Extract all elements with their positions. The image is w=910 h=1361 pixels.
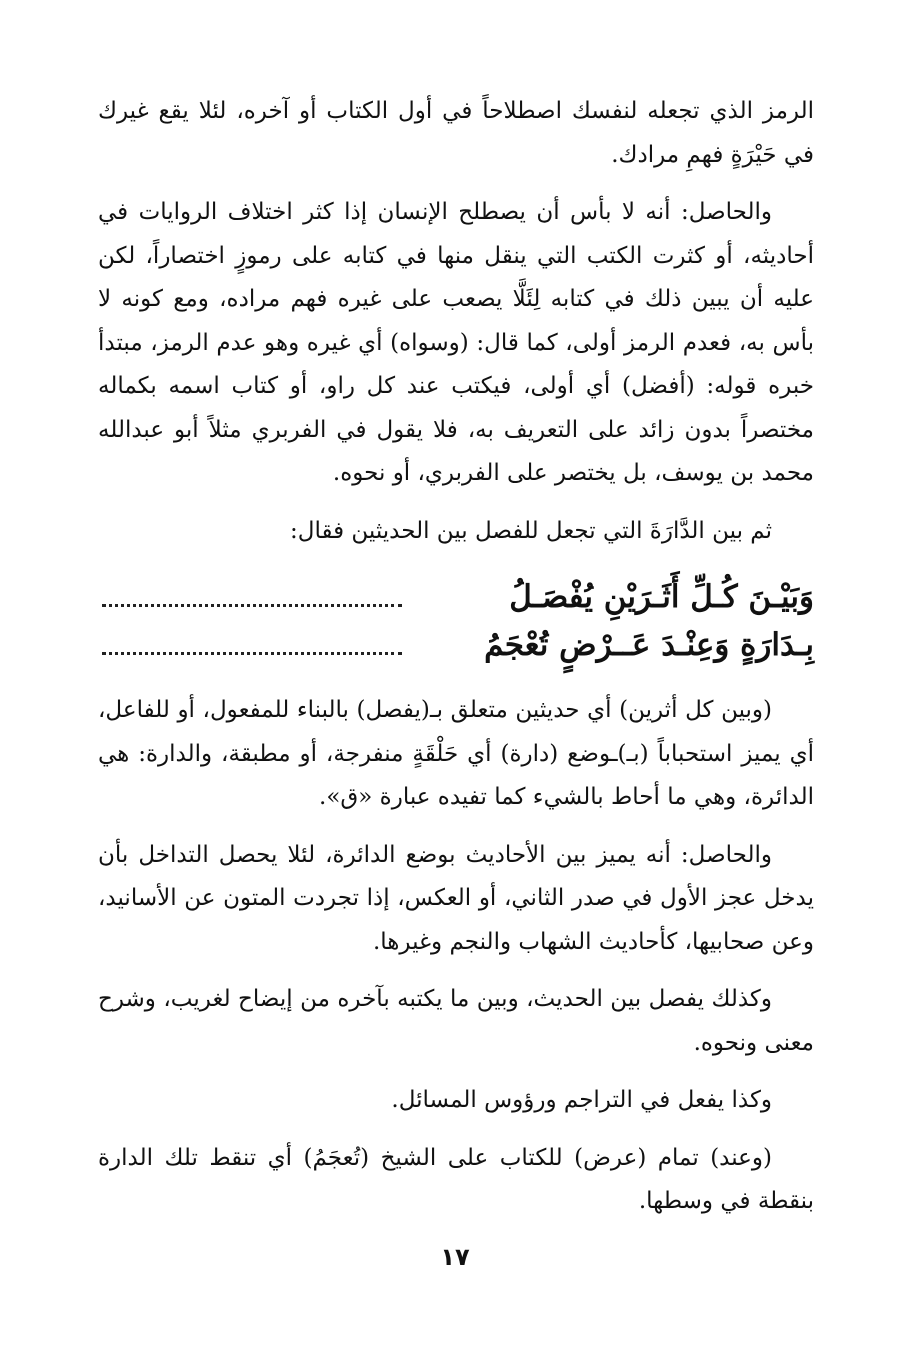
- verse-line-2: [98, 615, 814, 663]
- paragraph: الرمز الذي تجعله لنفسك اصطلاحاً في أول الكتاب أو آخره، لئلا يقع غيرك في حَيْرَةٍ فهمِ مرادك.: [98, 98, 814, 168]
- paragraph: (وعند) تمام (عرض) للكتاب على الشيخ (تُعجَمُ) أي تنقط تلك الدارة بنقطة في وسطها.: [98, 1144, 814, 1214]
- verse-hemistich: بِـدَارَةٍ وَعِنْـدَ عَــرْضٍ تُعْجَمُ: [484, 627, 814, 663]
- paragraphs-bottom: [98, 689, 814, 1224]
- verse-dotted-leader: [102, 638, 402, 655]
- page-body: [98, 90, 814, 1238]
- paragraph: والحاصل: أنه لا بأس أن يصطلح الإنسان إذا كثر اختلاف الروايات في أحاديثه، أو كثرت الكتب التي ينقل منها في كتابه على رموزٍ اختصاراً، لكن عليه أن يبين ذلك في كتابه لِئَلَّا يصعب على غيره فهم مراده، ومع كونه لا بأس به، فعدم الرمز أولى، كما قال: (وسواه) أي غيره وهو عدم الرمز، مبتدأ خبره قوله: (أفضل) أي أولى، فيكتب عند كل راو، أو كتاب اسمه بكماله مختصراً بدون زائد على التعريف به، فلا يقول في الفربري مثلاً أبو عبدالله محمد بن يوسف، بل يختصر على الفربري، أو نحوه.: [98, 199, 814, 486]
- page-number: ١٧: [440, 1243, 470, 1271]
- verse-hemistich: وَبَيْـنَ كُـلِّ أَثَـرَيْنِ يُفْصَـلُ: [509, 579, 814, 615]
- verse-block: [98, 567, 814, 663]
- paragraph: والحاصل: أنه يميز بين الأحاديث بوضع الدائرة، لئلا يحصل التداخل بأن يدخل عجز الأول في صدر الثاني، أو العكس، إذا تجردت المتون عن الأسانيد، وعن صحابيها، كأحاديث الشهاب والنجم وغيرها.: [98, 841, 814, 955]
- paragraph: (وبين كل أثرين) أي حديثين متعلق بـ(يفصل) بالبناء للمفعول، أو للفاعل، أي يميز استحباباً (بـ)ـوضع (دارة) أي حَلْقَةٍ منفرجة، أو مطبقة، والدارة: هي الدائرة، وهي ما أحاط بالشيء كما تفيده عبارة «ق».: [98, 697, 814, 810]
- verse-line-1: [98, 567, 814, 615]
- paragraph: وكذلك يفصل بين الحديث، وبين ما يكتبه بآخره من إيضاح لغريب، وشرح معنى ونحوه.: [98, 986, 814, 1056]
- paragraphs-top: [98, 90, 814, 553]
- paragraph: وكذا يفعل في التراجم ورؤوس المسائل.: [391, 1087, 772, 1113]
- verse-dotted-leader: [102, 590, 402, 607]
- paragraph: ثم بين الدَّارَةَ التي تجعل للفصل بين الحديثين فقال:: [289, 517, 772, 544]
